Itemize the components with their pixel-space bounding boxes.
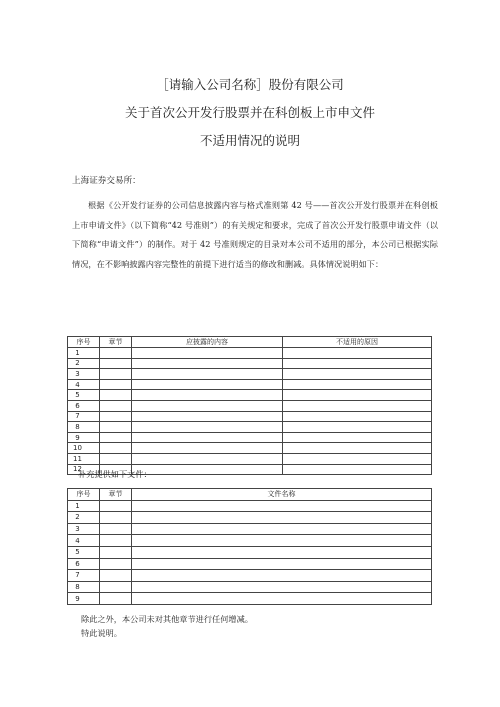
empty-cell [100, 581, 132, 593]
row-number: 5 [68, 390, 100, 401]
row-number: 3 [68, 369, 100, 380]
row-number: 4 [68, 379, 100, 390]
row-number: 2 [68, 358, 100, 369]
closing-remark: 特此说明。 [81, 628, 122, 638]
doc-title-subject: 关于首次公开发行股票并在科创板上市申文件 [124, 105, 375, 120]
empty-cell [132, 348, 283, 359]
header-content: 应披露的内容 [132, 337, 283, 348]
empty-cell [100, 512, 132, 524]
empty-cell [283, 390, 432, 401]
body-paragraph: 根据《公开发行证券的公司信息披露内容与格式准则第 42 号——首次公开发行股票并在科创板上市申请文件》（以下简称“42 号准则”）的有关规定和要求，完成了首次公开发行股票申请文件（以下简称“申请文件”）的制作。对于 42 号准则规定的目录对本公司不适用的部分，本公司已根据实际情况，在不影响披露内容完整性的前提下进行适当的修改和删减。具体情况说明如下： [72, 200, 438, 269]
empty-cell [100, 593, 132, 605]
doc-title-topic: 不适用情况的说明 [199, 133, 300, 148]
empty-cell [132, 443, 283, 454]
empty-cell [100, 390, 132, 401]
row-number: 9 [68, 593, 100, 605]
table-row [68, 581, 432, 593]
table-row [68, 443, 432, 454]
empty-cell [100, 369, 132, 380]
supplement-text: 补充提供如下文件： [78, 469, 152, 479]
empty-cell [100, 570, 132, 582]
empty-cell [132, 453, 283, 464]
empty-cell [283, 453, 432, 464]
doc-title-company: ［请输入公司名称］股份有限公司 [156, 77, 344, 92]
table-row [68, 422, 432, 433]
empty-cell [100, 432, 132, 443]
empty-cell [283, 358, 432, 369]
row-number: 8 [68, 581, 100, 593]
header-chapter: 章节 [100, 489, 132, 501]
empty-cell [132, 546, 432, 558]
closing-statement: 除此之外，本公司未对其他章节进行任何增减。 [81, 614, 253, 624]
empty-cell [132, 358, 283, 369]
table-row [68, 558, 432, 570]
table-row [68, 432, 432, 443]
empty-cell [132, 369, 283, 380]
row-number: 7 [68, 411, 100, 422]
row-number: 11 [68, 453, 100, 464]
row-number: 1 [68, 348, 100, 359]
empty-cell [132, 390, 283, 401]
table-header-row [68, 337, 432, 348]
empty-cell [283, 348, 432, 359]
empty-cell [100, 453, 132, 464]
row-number: 6 [68, 558, 100, 570]
empty-cell [100, 500, 132, 512]
empty-cell [132, 432, 283, 443]
table-row [68, 570, 432, 582]
empty-cell [132, 581, 432, 593]
row-number: 4 [68, 535, 100, 547]
empty-cell [132, 464, 283, 475]
empty-cell [100, 523, 132, 535]
table-row [68, 512, 432, 524]
table-header-row [68, 489, 432, 501]
empty-cell [283, 400, 432, 411]
not-applicable-table [67, 336, 432, 475]
empty-cell [283, 379, 432, 390]
row-number: 10 [68, 443, 100, 454]
empty-cell [132, 570, 432, 582]
table-row [68, 358, 432, 369]
empty-cell [132, 593, 432, 605]
addressee: 上海证券交易所： [72, 176, 141, 186]
empty-cell [132, 422, 283, 433]
row-number: 2 [68, 512, 100, 524]
row-number: 6 [68, 400, 100, 411]
table-row [68, 369, 432, 380]
empty-cell [132, 400, 283, 411]
empty-cell [283, 411, 432, 422]
table-row [68, 535, 432, 547]
row-number: 8 [68, 422, 100, 433]
table-row [68, 411, 432, 422]
empty-cell [100, 358, 132, 369]
empty-cell [132, 500, 432, 512]
empty-cell [132, 523, 432, 535]
empty-cell [100, 400, 132, 411]
empty-cell [132, 379, 283, 390]
empty-cell [283, 464, 432, 475]
empty-cell [283, 432, 432, 443]
table-row [68, 523, 432, 535]
empty-cell [100, 546, 132, 558]
table-row [68, 453, 432, 464]
table-row [68, 546, 432, 558]
table-row [68, 379, 432, 390]
row-number: 7 [68, 570, 100, 582]
empty-cell [100, 443, 132, 454]
header-seq: 序号 [68, 489, 100, 501]
empty-cell [283, 443, 432, 454]
empty-cell [100, 535, 132, 547]
row-number: 3 [68, 523, 100, 535]
empty-cell [132, 558, 432, 570]
header-chapter: 章节 [100, 337, 132, 348]
table-row [68, 348, 432, 359]
row-number: 5 [68, 546, 100, 558]
table-row [68, 390, 432, 401]
row-number: 9 [68, 432, 100, 443]
empty-cell [132, 512, 432, 524]
empty-cell [132, 535, 432, 547]
supplement-files-table [67, 488, 432, 605]
header-file-name: 文件名称 [132, 489, 432, 501]
table-row [68, 400, 432, 411]
header-seq: 序号 [68, 337, 100, 348]
empty-cell [100, 422, 132, 433]
empty-cell [100, 411, 132, 422]
empty-cell [100, 348, 132, 359]
table-row [68, 500, 432, 512]
empty-cell [100, 558, 132, 570]
empty-cell [283, 422, 432, 433]
empty-cell [100, 379, 132, 390]
header-reason: 不适用的原因 [283, 337, 432, 348]
empty-cell [283, 369, 432, 380]
row-number: 1 [68, 500, 100, 512]
table-row [68, 593, 432, 605]
row-number: 12 [68, 464, 100, 475]
empty-cell [132, 411, 283, 422]
